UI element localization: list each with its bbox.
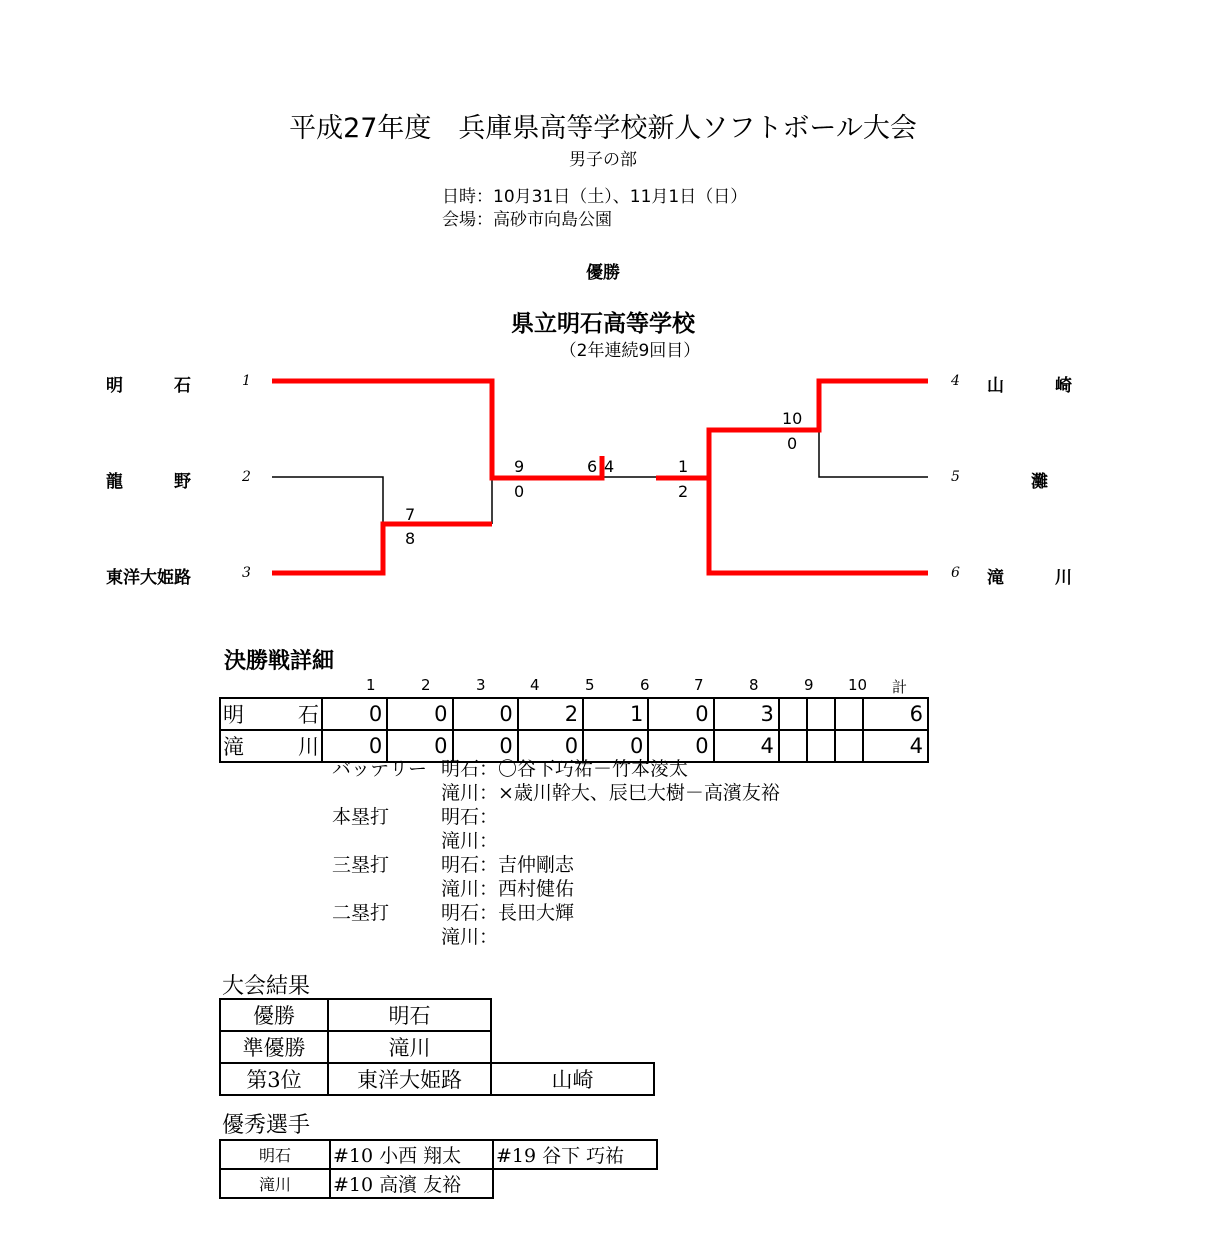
linescore-team: 滝 川 (220, 730, 322, 762)
results-team: 明石 (328, 999, 491, 1031)
team-right-6: 滝 川 (987, 568, 1072, 588)
results-team: 東洋大姫路 (328, 1063, 491, 1095)
score-sf-right-top: 1 (678, 457, 689, 476)
seed-right-4: 4 (951, 373, 960, 389)
linescore-cell (807, 698, 835, 730)
results-team-2: 山崎 (491, 1063, 654, 1095)
team-right-5: 灘 (1031, 472, 1048, 492)
team-right-4: 山 崎 (987, 376, 1072, 396)
page-title: 平成27年度 兵庫県高等学校新人ソフトボール大会 (289, 113, 917, 144)
score-sf-left-bottom: 0 (514, 482, 525, 501)
detail-text: 明石：長田大輝 (441, 902, 575, 924)
bracket-win-akashi (272, 381, 602, 478)
score-final-left: 6 (587, 457, 598, 476)
inning-2: 2 (421, 676, 431, 694)
results-rank: 準優勝 (220, 1031, 328, 1063)
detail-text: 滝川： (441, 926, 499, 948)
linescore-cell: 4 (714, 730, 779, 762)
score-sf-right-bottom: 2 (678, 482, 689, 501)
mvp-player: #10 小西 翔太 (330, 1140, 493, 1169)
inning-10: 10 (848, 676, 868, 694)
linescore-cell: 0 (453, 698, 518, 730)
linescore-cell (779, 698, 807, 730)
team-left-3: 東洋大姫路 (106, 568, 191, 588)
score-sf-left-top: 9 (514, 457, 525, 476)
linescore-cell: 0 (648, 698, 713, 730)
mvp-row (220, 1169, 657, 1198)
score-final-right: 4 (604, 457, 615, 476)
innings-header (220, 676, 929, 696)
mvp-heading: 優秀選手 (222, 1113, 311, 1138)
detail-text: 滝川：×歳川幹大、辰巳大樹－高濱友裕 (441, 782, 780, 804)
results-row (220, 1063, 654, 1095)
bracket-line-tatsuno (272, 477, 383, 524)
seed-left-1: 1 (242, 373, 251, 389)
linescore-cell (779, 730, 807, 762)
inning-1: 1 (366, 676, 376, 694)
division-label: 男子の部 (569, 150, 637, 170)
linescore-cell (807, 730, 835, 762)
champion-label: 優勝 (586, 263, 620, 283)
event-venue: 会場：高砂市向島公園 (442, 210, 612, 230)
team-left-1: 明 石 (106, 376, 191, 396)
linescore-cell: 0 (453, 730, 518, 762)
detail-text: 明石： (441, 806, 499, 828)
inning-4: 4 (530, 676, 540, 694)
results-rank: 優勝 (220, 999, 328, 1031)
detail-text: 明石：吉仲剛志 (441, 854, 575, 876)
bracket-line-nada (819, 430, 928, 477)
inning-7: 7 (694, 676, 704, 694)
results-row (220, 1031, 654, 1063)
linescore-cell: 0 (387, 730, 452, 762)
linescore-cell (835, 730, 863, 762)
inning-total: 計 (892, 678, 908, 696)
bracket-win-takigawa (656, 478, 928, 573)
score-r1-right-bottom: 0 (787, 434, 798, 453)
detail-text: 滝川： (441, 830, 499, 852)
linescore-cell: 0 (322, 698, 387, 730)
score-r1-left-bottom: 8 (405, 529, 416, 548)
linescore-cell: 1 (583, 698, 648, 730)
mvp-row (220, 1140, 657, 1169)
champion-note: （2年連続9回目） (559, 341, 701, 361)
seed-left-2: 2 (242, 469, 251, 485)
linescore-cell: 0 (387, 698, 452, 730)
inning-8: 8 (749, 676, 759, 694)
linescore-total: 4 (863, 730, 928, 762)
inning-6: 6 (640, 676, 650, 694)
linescore-cell: 0 (583, 730, 648, 762)
detail-label-battery: バッテリー (332, 758, 428, 780)
score-r1-right-top: 10 (782, 409, 803, 428)
mvp-player: #10 高濱 友裕 (330, 1169, 493, 1198)
inning-9: 9 (804, 676, 814, 694)
inning-5: 5 (585, 676, 595, 694)
score-r1-left-top: 7 (405, 505, 416, 524)
linescore-row-akashi (220, 698, 928, 730)
detail-label-triple: 三塁打 (332, 854, 390, 876)
detail-label-homerun: 本塁打 (332, 806, 390, 828)
results-team: 滝川 (328, 1031, 491, 1063)
seed-left-3: 3 (242, 565, 251, 581)
champion-name: 県立明石高等学校 (511, 311, 695, 337)
seed-right-6: 6 (951, 565, 960, 581)
results-row (220, 999, 654, 1031)
linescore-cell (835, 698, 863, 730)
bracket-win-toyo (272, 524, 492, 573)
mvp-table (219, 1139, 658, 1199)
mvp-team: 滝川 (220, 1169, 330, 1198)
linescore-cell: 2 (518, 698, 583, 730)
inning-3: 3 (476, 676, 486, 694)
mvp-player: #19 谷下 巧祐 (493, 1140, 657, 1169)
results-rank: 第3位 (220, 1063, 328, 1095)
results-heading: 大会結果 (222, 974, 311, 999)
linescore-total: 6 (863, 698, 928, 730)
event-date: 日時：10月31日（土）、11月1日（日） (442, 187, 748, 207)
detail-text: 滝川：西村健佑 (441, 878, 575, 900)
final-detail-heading: 決勝戦詳細 (224, 649, 335, 674)
mvp-team: 明石 (220, 1140, 330, 1169)
detail-label-double: 二塁打 (332, 902, 390, 924)
linescore-cell: 0 (322, 730, 387, 762)
linescore-cell: 0 (518, 730, 583, 762)
linescore-cell: 0 (648, 730, 713, 762)
team-left-2: 龍 野 (106, 472, 191, 492)
linescore-cell: 3 (714, 698, 779, 730)
seed-right-5: 5 (951, 469, 960, 485)
detail-text: 明石：〇谷下巧祐－竹本淩太 (441, 758, 689, 780)
linescore-team: 明 石 (220, 698, 322, 730)
results-table (219, 998, 655, 1096)
